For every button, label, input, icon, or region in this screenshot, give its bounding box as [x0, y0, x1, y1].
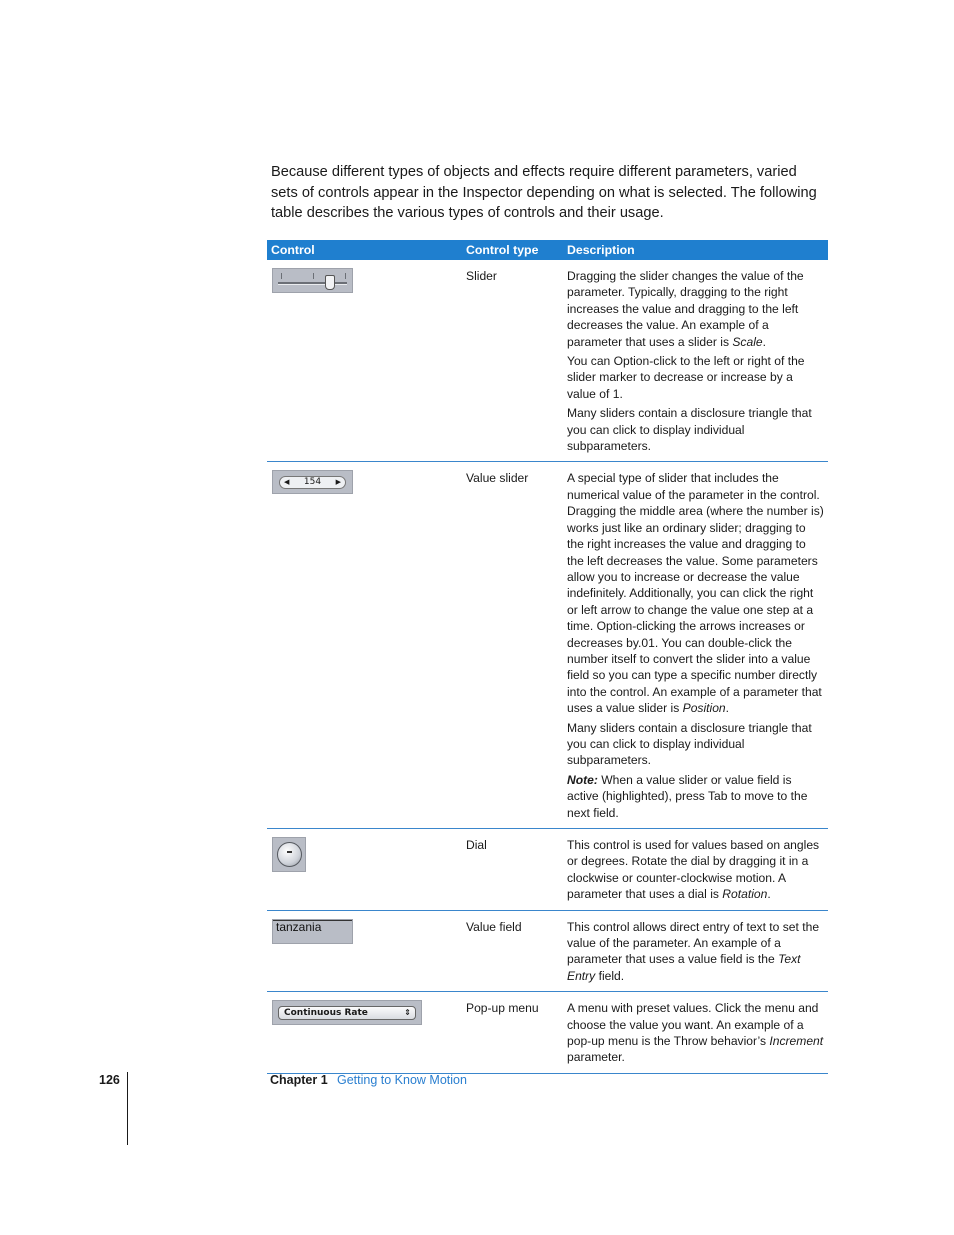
- control-image-cell: [267, 992, 462, 1074]
- slider-track: [278, 282, 347, 285]
- header-control-type: Control type: [462, 240, 563, 260]
- description-paragraph: This control allows direct entry of text to set the value of the parameter. An example of a parameter that uses a value field is the Text Entry field.: [567, 919, 820, 983]
- table-row-value-slider: [267, 462, 828, 829]
- note-paragraph: Note: When a value slider or value field is active (highlighted), press Tab to move to the next field.: [567, 772, 808, 820]
- control-type-cell: Value field: [462, 910, 563, 992]
- popup-menu-control-image: [272, 1000, 422, 1025]
- intro-paragraph: Because different types of objects and effects require different parameters, varied sets of controls appear in the Inspector depending on what is selected. The following table describes the various types of controls and their usage.: [271, 164, 817, 222]
- up-down-chevron-icon: ⇕: [404, 1008, 411, 1018]
- description-paragraph: You can Option-click to the left or right of the slider marker to decrease or increase by a value of 1.: [567, 354, 805, 401]
- footer-divider: [127, 1072, 128, 1145]
- description-cell: [563, 829, 828, 911]
- description-paragraph: Dragging the slider changes the value of the parameter. Typically, dragging to the right increases the value and dragging to the left decreases the value. An example of a parameter that uses a slider is Scale.: [567, 269, 804, 349]
- value-slider-field: [279, 476, 346, 489]
- description-paragraph: This control is used for values based on angles or degrees. Rotate the dial by dragging it in a clockwise or counter-clockwise motion. A parameter that uses a dial is Rotation.: [567, 838, 820, 902]
- description-paragraph: A special type of slider that includes the numerical value of the parameter in the control. Dragging the middle area (where the number is) works just like an ordinary slider; dragging to the right increases the value and dragging to the left decreases the value. Some parameters allow you to increase or decrease the value indefinitely. Additionally, you can click the right or left arrow to change the value one step at a time. Option-clicking the arrows increases or decreases by.01. You can double-click the number itself to convert the slider into a value field so you can type a specific number directly into the control. An example of a parameter that uses a value slider is Position.: [567, 471, 824, 716]
- header-control: Control: [267, 240, 462, 260]
- control-image-cell: [267, 829, 462, 911]
- table-header-row: [267, 240, 828, 260]
- dial-control-image: [272, 837, 306, 872]
- table-row-slider: [267, 260, 828, 462]
- arrow-left-icon: ◀: [284, 478, 290, 487]
- description-cell: [563, 462, 828, 829]
- description-paragraph: A menu with preset values. Click the menu and choose the value you want. An example of a pop-up menu is the Throw behavior’s Increment parameter.: [567, 1001, 824, 1065]
- description-cell: [563, 910, 828, 992]
- control-image-cell: [267, 260, 462, 462]
- table-row-popup-menu: [267, 992, 828, 1074]
- control-type-cell: Slider: [462, 260, 563, 462]
- chapter-label: Chapter 1: [270, 1073, 328, 1087]
- description-paragraph: Many sliders contain a disclosure triangle that you can click to display individual subparameters.: [567, 720, 812, 768]
- table-row-value-field: [267, 910, 828, 992]
- control-type-cell: Pop-up menu: [462, 992, 563, 1074]
- popup-menu-button: [278, 1006, 416, 1020]
- table-row-dial: [267, 829, 828, 911]
- dial-knob-icon: [277, 842, 302, 867]
- description-cell: [563, 992, 828, 1074]
- control-image-cell: [267, 462, 462, 829]
- control-type-cell: Dial: [462, 829, 563, 911]
- header-description: Description: [563, 240, 828, 260]
- value-field-control-image: [272, 919, 353, 944]
- page-number: 126: [99, 1073, 120, 1087]
- popup-menu-value: Continuous Rate: [284, 1008, 368, 1019]
- value-slider-control-image: [272, 470, 353, 494]
- control-type-cell: Value slider: [462, 462, 563, 829]
- slider-knob-icon: [325, 275, 335, 290]
- chapter-title-link[interactable]: Getting to Know Motion: [337, 1073, 467, 1087]
- controls-table: [267, 240, 828, 1074]
- control-image-cell: [267, 910, 462, 992]
- arrow-right-icon: ▶: [335, 478, 341, 487]
- slider-control-image: [272, 268, 353, 293]
- description-cell: [563, 260, 828, 462]
- description-paragraph: Many sliders contain a disclosure triangle that you can click to display individual subparameters.: [567, 406, 812, 454]
- value-slider-number: 154: [303, 477, 322, 488]
- value-field-text: tanzania: [276, 919, 322, 934]
